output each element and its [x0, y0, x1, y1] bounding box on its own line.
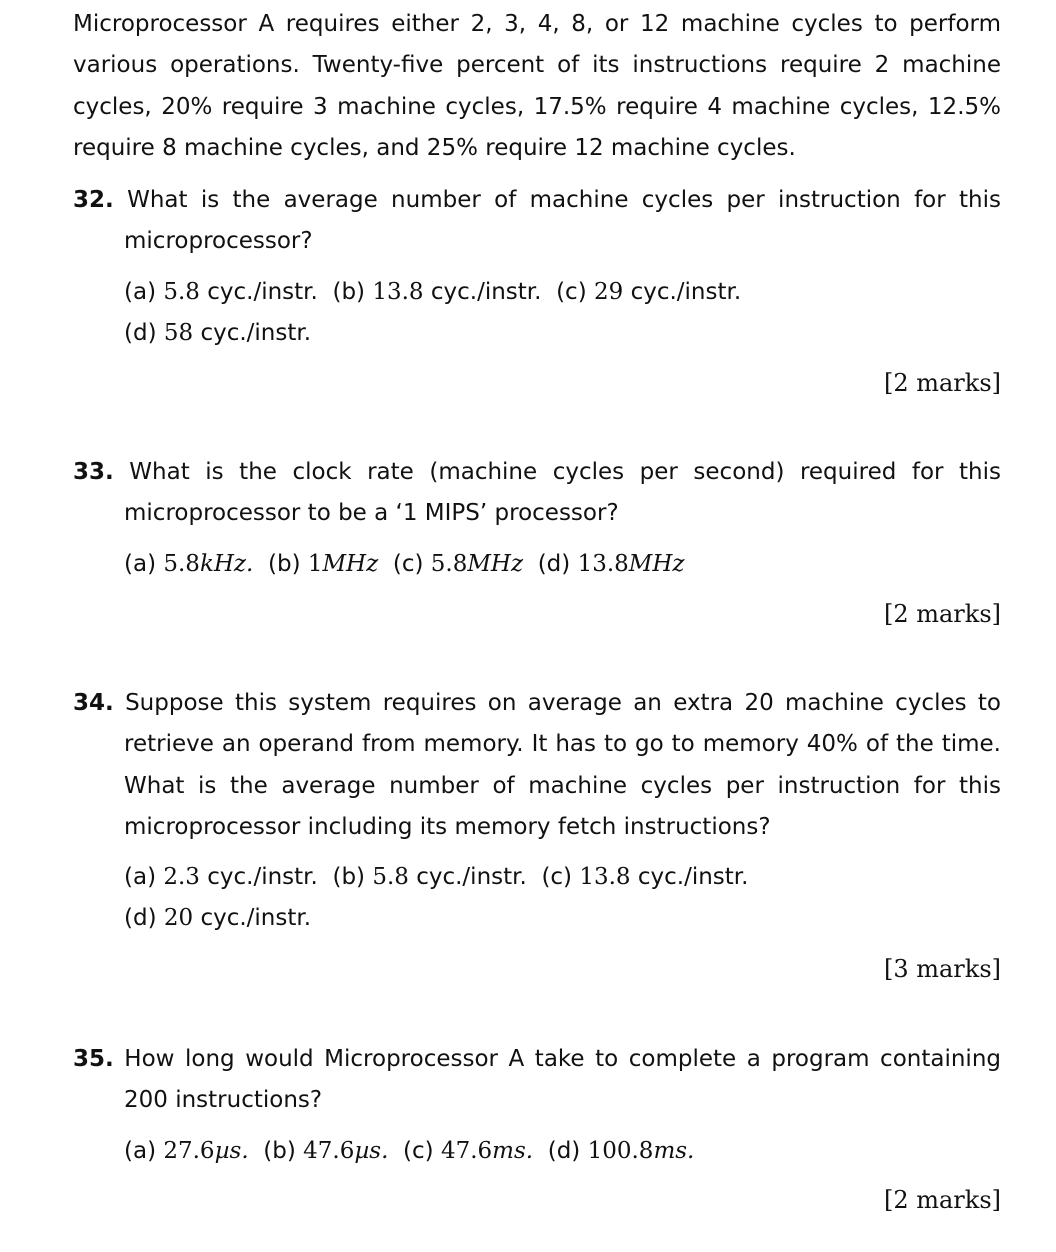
answer-options: [73, 544, 1001, 585]
option-a: (a) 27.6µs.: [124, 1137, 249, 1164]
option-a: (a) 2.3 cyc./instr.: [124, 864, 318, 891]
question-text: What is the average number of machine cycles per instruction for this microprocessor?: [124, 187, 1001, 255]
question-number: 33.: [73, 459, 114, 485]
option-d: (d) 58 cyc./instr.: [124, 319, 312, 346]
option-c: (c) 29 cyc./instr.: [556, 278, 742, 305]
option-b: (b) 47.6µs.: [263, 1137, 389, 1164]
option-a: (a) 5.8kHz.: [124, 550, 254, 577]
question-number: 32.: [73, 187, 114, 213]
answer-options: [73, 857, 1001, 939]
option-a: (a) 5.8 cyc./instr.: [124, 278, 318, 305]
marks-34: [3 marks]: [883, 955, 1001, 983]
question-text: What is the clock rate (machine cycles per second) required for this microprocessor to be a ‘1 MIPS’ processor?: [124, 459, 1002, 527]
problem-intro: Microprocessor A requires either 2, 3, 4, 8, or 12 machine cycles to perform various operations. Twenty-five percent of its instructions require 2 machine cycles, 20% require 3 machine cycles, 17.5% require 4 machine cycles, 12.5% require 8 machine cycles, and 25% require 12 machine cycles.: [73, 11, 1001, 161]
question-32: [73, 180, 1001, 354]
option-c: (c) 13.8 cyc./instr.: [541, 864, 749, 891]
question-35: [73, 1039, 1001, 1172]
option-c: (c) 5.8MHz: [392, 550, 524, 577]
marks-33: [2 marks]: [883, 600, 1001, 628]
option-b: (b) 1MHz: [268, 550, 379, 577]
option-c: (c) 47.6ms.: [403, 1137, 534, 1164]
option-d: (d) 100.8ms.: [547, 1137, 695, 1164]
answer-options: [73, 272, 1001, 354]
question-text: How long would Microprocessor A take to complete a program containing 200 instructions?: [124, 1046, 1002, 1114]
question-text: Suppose this system requires on average an extra 20 machine cycles to retrieve an operand from memory. It has to go to memory 40% of the time. What is the average number of machine cycles per instruction for this microprocessor including its memory fetch instructions?: [124, 690, 1002, 840]
question-number: 34.: [73, 690, 114, 716]
option-d: (d) 20 cyc./instr.: [124, 905, 312, 932]
question-33: [73, 452, 1001, 585]
question-number: 35.: [73, 1046, 114, 1072]
marks-32: [2 marks]: [883, 369, 1001, 397]
option-d: (d) 13.8MHz: [537, 550, 685, 577]
answer-options: [73, 1131, 1001, 1172]
option-b: (b) 5.8 cyc./instr.: [332, 864, 527, 891]
question-34: [73, 683, 1001, 939]
option-b: (b) 13.8 cyc./instr.: [332, 278, 542, 305]
marks-35: [2 marks]: [883, 1186, 1001, 1214]
